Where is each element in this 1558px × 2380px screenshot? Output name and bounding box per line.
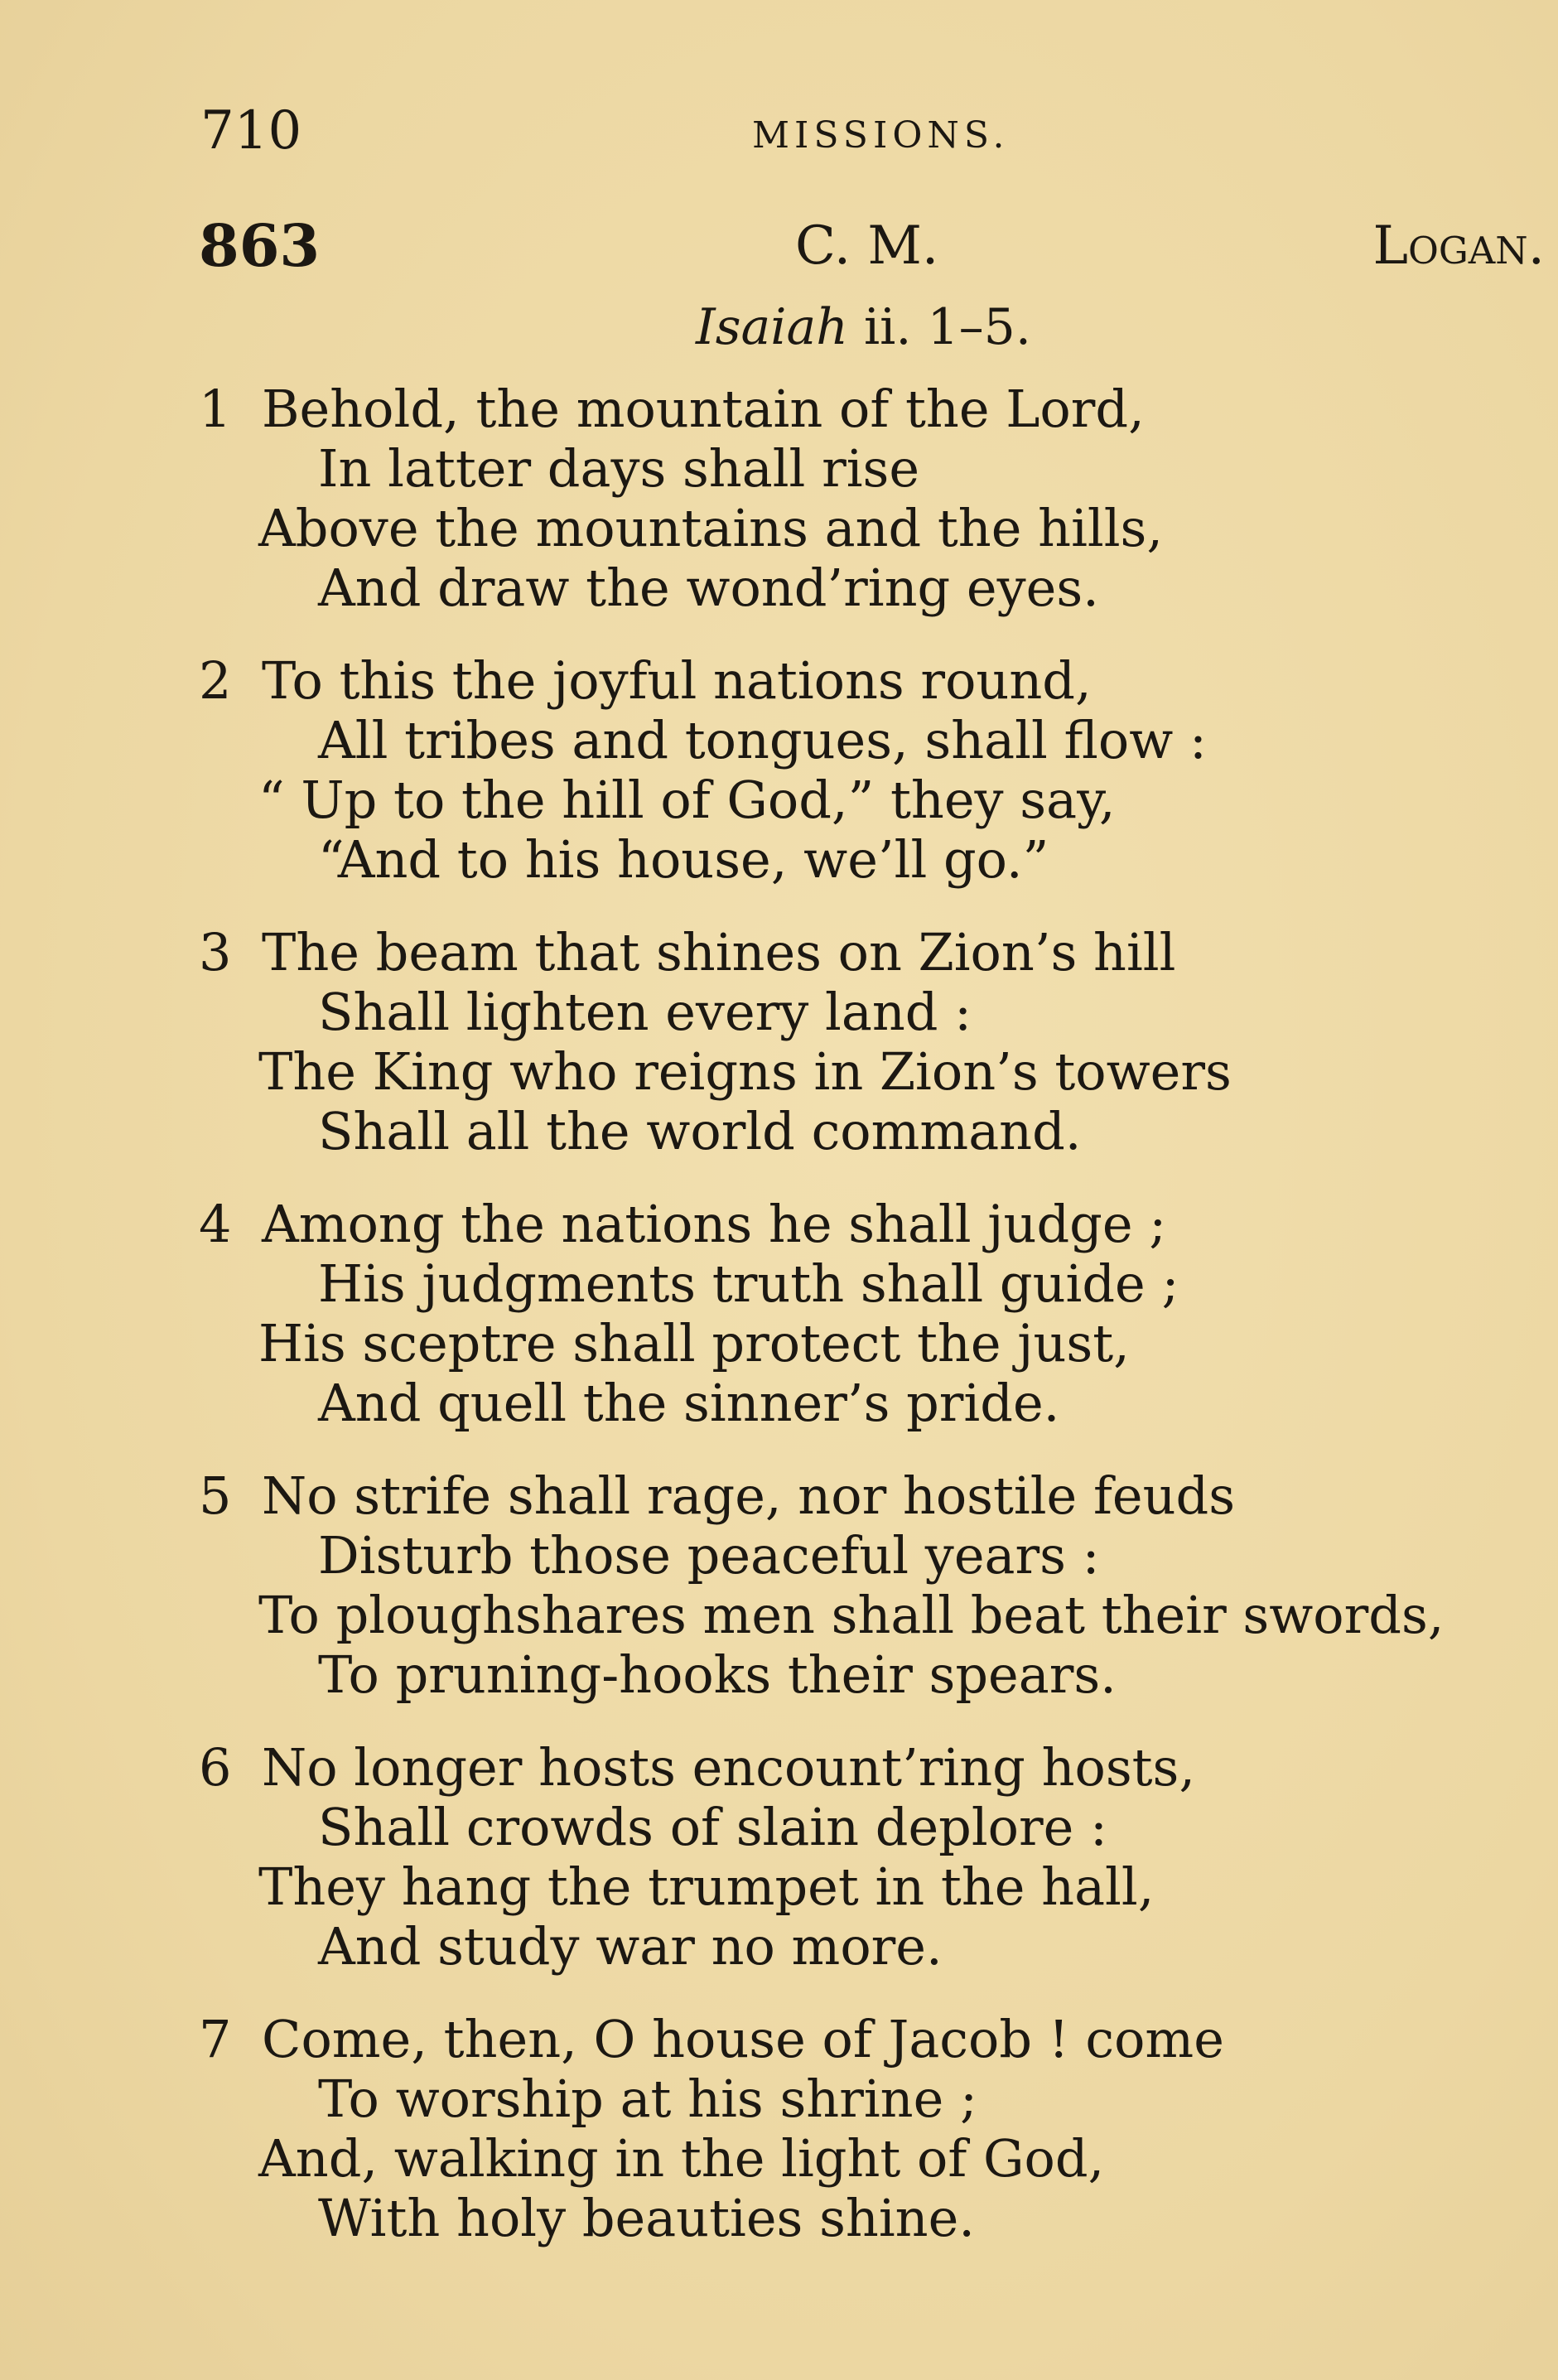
verse-number: 3 xyxy=(199,922,232,982)
verses xyxy=(0,379,1558,2281)
verse-line: Behold, the mountain of the Lord, xyxy=(262,379,1145,439)
verse-line: His judgments truth shall guide ; xyxy=(318,1253,1179,1314)
verse-2 xyxy=(0,651,1558,891)
verse-number: 6 xyxy=(199,1737,232,1798)
verse-line: With holy beauties shine. xyxy=(318,2188,975,2248)
verse-7 xyxy=(0,2010,1558,2250)
verse-line: And study war no more. xyxy=(318,1916,943,1977)
verse-line: The King who reigns in Zion’s towers xyxy=(258,1041,1232,1102)
verse-6 xyxy=(0,1738,1558,1978)
tune-name: Logan. xyxy=(1372,215,1545,277)
verse-line: They hang the trumpet in the hall, xyxy=(258,1856,1155,1917)
hymn-number: 863 xyxy=(199,211,321,280)
verse-line: Come, then, O house of Jacob ! come xyxy=(262,2009,1224,2069)
verse-line: His sceptre shall protect the just, xyxy=(258,1313,1130,1373)
hymn-meter: C. M. xyxy=(795,215,939,277)
verse-line: All tribes and tongues, shall flow : xyxy=(318,710,1207,770)
verse-line: No strife shall rage, nor hostile feuds xyxy=(262,1465,1236,1526)
verse-line: To ploughshares men shall beat their swords, xyxy=(258,1585,1445,1645)
verse-line: Among the nations he shall judge ; xyxy=(262,1194,1167,1254)
section-title: MISSIONS. xyxy=(752,114,1010,157)
verse-line: “ Up to the hill of God,” they say, xyxy=(258,770,1116,830)
verse-line: To this the joyful nations round, xyxy=(262,650,1092,711)
verse-line: Above the mountains and the hills, xyxy=(258,498,1164,558)
verse-line: To worship at his shrine ; xyxy=(318,2069,977,2129)
verse-1 xyxy=(0,379,1558,620)
verse-number: 7 xyxy=(199,2009,232,2069)
verse-line: In latter days shall rise xyxy=(318,438,920,499)
verse-number: 1 xyxy=(199,379,232,439)
scripture-chapter-verses: ii. 1–5. xyxy=(863,298,1031,356)
verse-line: And quell the sinner’s pride. xyxy=(318,1373,1060,1433)
verse-line: The beam that shines on Zion’s hill xyxy=(262,922,1176,982)
verse-4 xyxy=(0,1195,1558,1435)
running-head xyxy=(0,98,1558,164)
verse-number: 2 xyxy=(199,650,232,711)
verse-line: Shall crowds of slain deplore : xyxy=(318,1797,1107,1857)
verse-line: Disturb those peaceful years : xyxy=(318,1525,1100,1586)
verse-5 xyxy=(0,1466,1558,1707)
scripture-book: Isaiah xyxy=(696,298,848,356)
verse-line: Shall all the world command. xyxy=(318,1101,1082,1161)
verse-number: 5 xyxy=(199,1465,232,1526)
verse-line: And draw the wond’ring eyes. xyxy=(318,558,1099,618)
hymn-header xyxy=(0,209,1558,283)
verse-line: And, walking in the light of God, xyxy=(258,2128,1105,2189)
verse-number: 4 xyxy=(199,1194,232,1254)
verse-3 xyxy=(0,923,1558,1163)
verse-line: Shall lighten every land : xyxy=(318,982,972,1042)
verse-line: To pruning-hooks their spears. xyxy=(318,1644,1117,1705)
verse-line: No longer hosts encount’ring hosts, xyxy=(262,1737,1196,1798)
page-number: 710 xyxy=(200,100,302,162)
scripture-reference xyxy=(696,290,1031,364)
verse-line: “And to his house, we’ll go.” xyxy=(318,829,1049,890)
